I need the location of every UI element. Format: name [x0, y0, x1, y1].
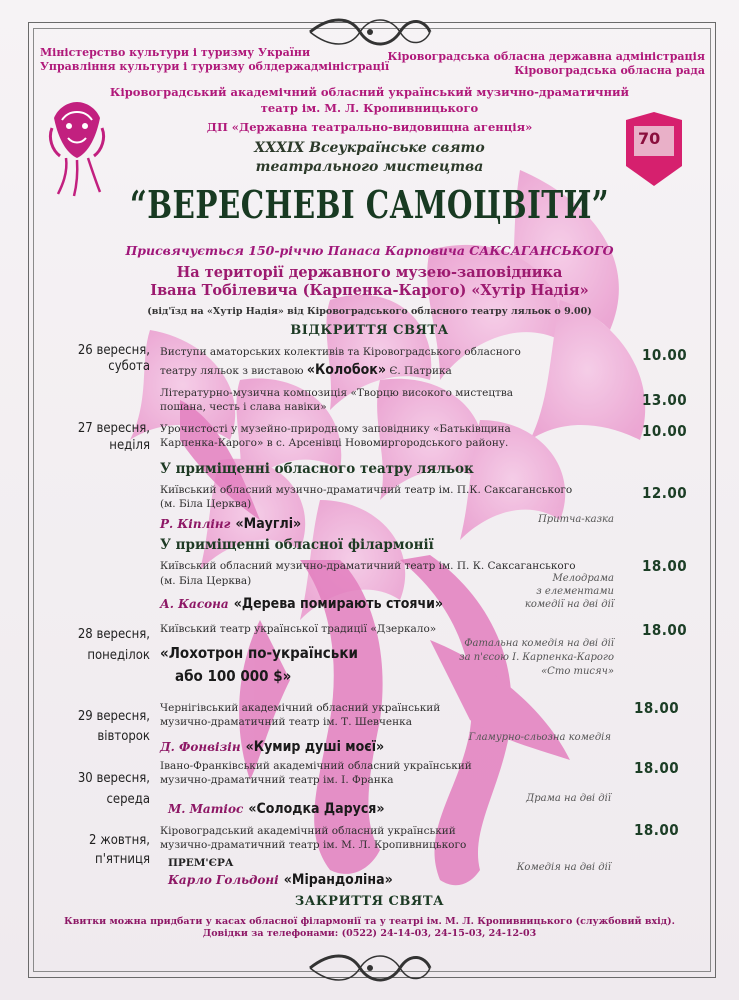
event4-title [160, 513, 301, 532]
event2-time: 13.00 [642, 391, 688, 409]
event1-time: 10.00 [642, 346, 688, 364]
anniversary-number: 70 [638, 129, 661, 148]
bottom-ornament-icon [300, 952, 440, 984]
opening-heading: ВІДКРИТТЯ СВЯТА [290, 323, 449, 338]
event6-line1: Київський театр української традиції «Дзеркало» [160, 623, 437, 635]
weekday-27: неділя [109, 438, 150, 453]
event5-play: «Дерева помирають стоячи» [233, 596, 444, 612]
event3-line1: Урочистості у музейно-природному заповіднику «Батьківщина [160, 423, 511, 435]
event8-author: М. Матіос [168, 802, 244, 816]
festival-title: “ВЕРЕСНЕВІ САМОЦВІТИ” [129, 182, 610, 227]
tickets-info: Квитки можна придбати у касах обласної філармонії та у театрі ім. М. Л. Кропивницького (службовий вхід). [64, 916, 675, 927]
event1-author: Є. Патрика [389, 365, 452, 377]
event4-line2: (м. Біла Церква) [160, 498, 252, 510]
event1-line2-text: театру ляльок з виставою [160, 365, 304, 377]
event8-line1: Івано-Франківський академічний обласний український [160, 760, 472, 772]
event5-line2: (м. Біла Церква) [160, 575, 252, 587]
event6-play-line2: або 100 000 $» [175, 667, 292, 685]
event4-author: Р. Кіплінг [160, 517, 231, 531]
organizer-line3: ДП «Державна театрально-видовищна агенція» [206, 120, 533, 134]
event5-line1: Київський обласний музично-драматичний театр ім. П. К. Саксаганського [160, 560, 576, 572]
event5-time: 18.00 [642, 557, 688, 575]
date-oct-2: 2 жовтня, [89, 833, 150, 848]
event6-genre1: Фатальна комедія на дві дії [464, 638, 614, 649]
event9-line1: Кіровоградський академічний обласний український [160, 825, 456, 837]
event3-line2: Карпенка-Карого» в с. Арсенівці Новомиргородського району. [160, 437, 509, 449]
administration-line1: Кіровоградська обласна державна адміністрація [387, 50, 705, 63]
event5-title [160, 593, 443, 612]
puppet-theatre-heading: У приміщенні обласного театру ляльок [160, 461, 474, 477]
date-28: 28 вересня, [77, 627, 150, 642]
event4-line1: Київський обласний музично-драматичний театр ім. П.К. Саксаганського [160, 484, 573, 496]
event9-genre: Комедія на дві дії [516, 862, 611, 873]
event8-play: «Солодка Даруся» [248, 801, 385, 817]
venue-line1: На території державного музею-заповідника [176, 264, 563, 281]
event1-play: «Колобок» [306, 362, 386, 378]
event3-time: 10.00 [642, 422, 688, 440]
event9-play: «Мірандоліна» [283, 872, 393, 888]
event7-line2: музично-драматичний театр ім. Т. Шевченка [160, 716, 412, 728]
festival-line1: XXXIX Всеукраїнське свято [254, 140, 485, 156]
event9-time: 18.00 [634, 821, 680, 839]
event9-line2: музично-драматичний театр ім. М. Л. Кропивницького [160, 839, 467, 851]
date-27: 27 вересня, [77, 421, 150, 436]
dedication: Присвячується 150-річчю Панаса Карповича САКСАГАНСЬКОГО [125, 243, 614, 258]
event7-genre: Гламурно-сльозна комедія [468, 732, 611, 743]
weekday-26: субота [108, 359, 150, 374]
organizer-line1: Кіровоградський академічний обласний український музично-драматичний [109, 85, 630, 99]
event8-title [168, 798, 385, 817]
philharmonic-heading: У приміщенні обласної філармонії [160, 537, 434, 553]
event8-time: 18.00 [634, 759, 680, 777]
ministry-line1: Міністерство культури і туризму України [40, 46, 311, 59]
event7-title [160, 736, 384, 755]
event7-line1: Чернігівський академічний обласний український [160, 702, 441, 714]
weekday-29: вівторок [97, 729, 150, 744]
date-30: 30 вересня, [77, 771, 150, 786]
event7-play: «Кумир душі моєї» [245, 739, 385, 755]
event4-time: 12.00 [642, 484, 688, 502]
phones-info: Довідки за телефонами: (0522) 24-14-03, 24-15-03, 24-12-03 [202, 928, 537, 939]
date-29: 29 вересня, [77, 709, 150, 724]
event8-genre: Драма на дві дії [526, 793, 611, 804]
event7-author: Д. Фонвізін [160, 740, 241, 754]
event2-line2: пошана, честь і слава навіки» [160, 401, 327, 413]
weekday-28: понеділок [87, 648, 150, 663]
weekday-oct-2: п'ятниця [95, 852, 150, 867]
event2-line1: Літературно-музична композиція «Творцю високого мистецтва [160, 387, 514, 399]
closing-heading: ЗАКРИТТЯ СВЯТА [294, 894, 445, 909]
administration-line2: Кіровоградська обласна рада [514, 64, 705, 77]
event5-genre2: з елементами [536, 586, 614, 597]
festival-line2: театрального мистецтва [255, 159, 484, 175]
event4-genre: Притча-казка [538, 514, 614, 525]
top-ornament-icon [300, 16, 440, 48]
organizer-line2: театр ім. М. Л. Кропивницького [260, 101, 479, 115]
event1-line2 [160, 364, 452, 378]
event5-author: А. Касона [160, 597, 229, 611]
event5-genre3: комедії на дві дії [524, 599, 614, 610]
event6-genre3: «Сто тисяч» [541, 666, 614, 677]
event6-time: 18.00 [642, 621, 688, 639]
ministry-line2: Управління культури і туризму облдержадміністрації [40, 60, 390, 73]
event9-title [168, 869, 393, 888]
date-26: 26 вересня, [77, 343, 150, 358]
event1-line1: Виступи аматорських колективів та Кіровоградського обласного [160, 346, 521, 358]
event6-genre2: за п'єсою І. Карпенка-Карого [459, 652, 614, 663]
event9-premiere: ПРЕМ'ЄРА [168, 857, 234, 869]
event9-author: Карло Гольдоні [168, 873, 279, 887]
event5-genre1: Мелодрама [552, 573, 614, 584]
event4-play: «Мауглі» [235, 516, 302, 532]
venue-line2: Івана Тобілевича (Карпенка-Карого) «Хутір Надія» [150, 282, 589, 299]
transfer-note: (від'їзд на «Хутір Надія» від Кіровоградського обласного театру ляльок о 9.00) [147, 306, 592, 317]
weekday-30: середа [106, 792, 150, 807]
event8-line2: музично-драматичний театр ім. І. Франка [160, 774, 394, 786]
event6-play-line1: «Лохотрон по-українськи [160, 644, 358, 662]
event7-time: 18.00 [634, 699, 680, 717]
